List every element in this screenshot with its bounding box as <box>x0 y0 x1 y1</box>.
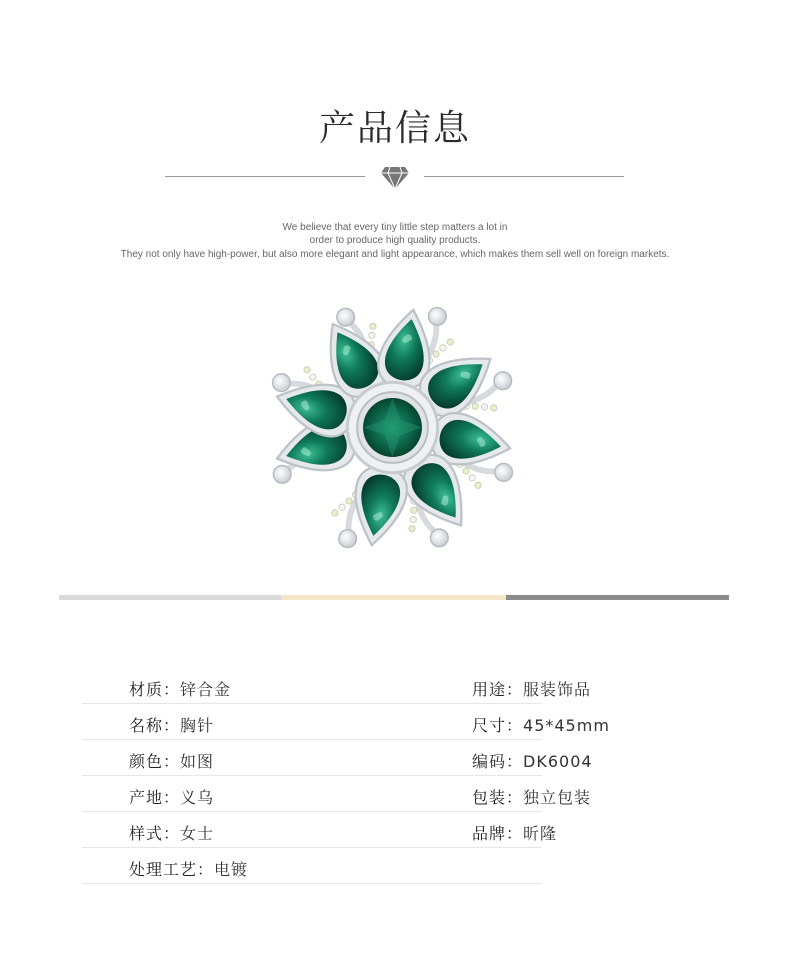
tagline-line-2: order to produce high quality products. <box>309 235 481 246</box>
diamond-icon <box>381 165 409 189</box>
spec-brand: 品牌：昕隆 <box>472 824 558 843</box>
spec-packaging: 包装：独立包装 <box>472 788 592 807</box>
color-bar-right <box>506 595 729 600</box>
color-bar-middle <box>281 595 506 600</box>
spec-name: 名称：胸针 <box>129 716 215 735</box>
divider-line-left <box>165 176 365 177</box>
spec-size: 尺寸：45*45mm <box>472 716 610 735</box>
spec-usage: 用途：服装饰品 <box>472 680 592 699</box>
spec-process: 处理工艺：电镀 <box>129 860 249 879</box>
brooch-image <box>255 290 530 565</box>
tagline-line-3: They not only have high-power, but also more elegant and light appearance, which makes them sell well on foreign markets. <box>120 249 670 260</box>
color-bar-left <box>59 595 281 600</box>
spec-color: 颜色：如图 <box>129 752 215 771</box>
spec-row <box>82 848 542 884</box>
spec-origin: 产地：义乌 <box>129 788 215 807</box>
spec-style: 样式：女士 <box>129 824 215 843</box>
spec-table <box>0 668 790 898</box>
spec-code: 编码：DK6004 <box>472 752 593 771</box>
page-title: 产品信息 <box>318 108 471 149</box>
divider-line-right <box>424 176 624 177</box>
spec-material: 材质：锌合金 <box>129 680 232 699</box>
tagline-line-1: We believe that every tiny little step matters a lot in <box>282 222 508 233</box>
